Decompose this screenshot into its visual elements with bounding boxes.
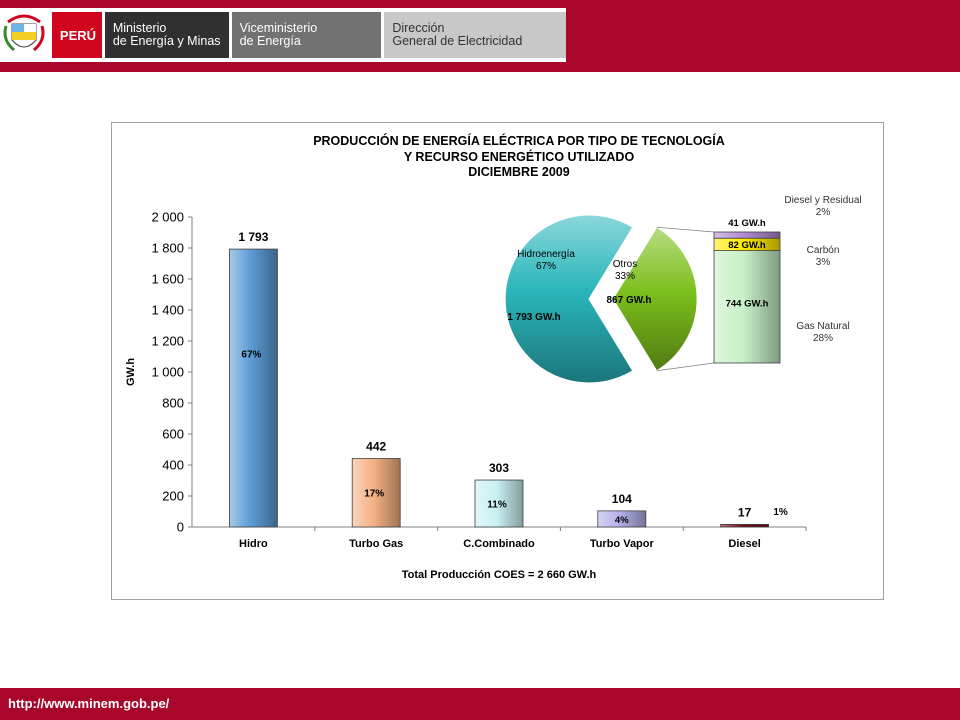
viceministry-box (232, 12, 382, 58)
pie-label-otros-percent: 33% (614, 271, 636, 282)
ministry-logo-strip (0, 8, 566, 62)
stack-value-label: 82 GW.h (728, 239, 766, 251)
footer-url-link[interactable]: http://www.minem.gob.pe/ (8, 696, 170, 711)
chart-period: DICIEMBRE 2009 (468, 165, 570, 179)
y-tick-label: 400 (162, 457, 184, 473)
y-tick-label: 2 000 (151, 209, 184, 225)
bar-percent-label: 17% (364, 488, 385, 500)
bar-percent-label: 1% (773, 507, 788, 518)
stack-percent-label: 2% (815, 207, 831, 218)
y-tick-label: 800 (162, 395, 184, 411)
direction-line1: Dirección (392, 21, 445, 35)
pie-label-hidro-name: Hidroenergía (517, 249, 575, 260)
bar-value-label: 17 (737, 505, 752, 520)
ministry-line2: de Energía y Minas (112, 34, 221, 48)
ministry-box (105, 12, 229, 58)
chart-panel (111, 122, 884, 600)
y-tick-label: 1 800 (151, 240, 184, 256)
pie-label-hidro-value: 1 793 GW.h (507, 312, 561, 323)
coat-of-arms-icon (0, 8, 48, 62)
chart-subtitle: Y RECURSO ENERGÉTICO UTILIZADO (403, 150, 635, 164)
pie-label-otros-value: 867 GW.h (606, 295, 652, 306)
viceministry-line2: de Energía (239, 34, 301, 48)
x-tick-label: Diesel (728, 538, 761, 550)
x-tick-label: C.Combinado (463, 538, 535, 550)
bar-diesel (721, 524, 769, 527)
connector-line-top (657, 227, 714, 232)
y-tick-label: 1 400 (151, 302, 184, 318)
stack-percent-label: 3% (815, 257, 831, 268)
bar-value-label: 442 (366, 439, 387, 454)
stack-value-label: 744 GW.h (725, 298, 769, 310)
x-tick-label: Turbo Vapor (589, 538, 654, 550)
x-tick-label: Hidro (239, 538, 268, 550)
bar-percent-label: 67% (241, 349, 262, 361)
bar-value-label: 303 (488, 461, 510, 476)
y-tick-label: 1 200 (151, 333, 184, 349)
bar-hidro (229, 249, 277, 527)
x-axis-title: Total Producción COES = 2 660 GW.h (401, 569, 597, 581)
bar-percent-label: 4% (614, 514, 629, 526)
y-tick-label: 1 000 (151, 364, 184, 380)
bar-value-label: 104 (611, 491, 632, 506)
y-tick-label: 1 600 (151, 271, 184, 287)
y-tick-label: 200 (162, 488, 184, 504)
y-tick-label: 0 (176, 519, 184, 535)
y-tick-label: 600 (162, 426, 184, 442)
y-axis-title: GW.h (125, 357, 137, 387)
x-tick-label: Turbo Gas (349, 538, 404, 550)
pie-label-otros-name: Otros (612, 259, 638, 270)
peru-label: PERÚ (52, 12, 102, 58)
stack-name-label: Diesel y Residual (784, 195, 862, 206)
stack-name-label: Carbón (806, 245, 840, 256)
bar-value-label: 1 793 (238, 230, 269, 245)
chart-canvas (112, 123, 883, 599)
stack-value-label: 41 GW.h (728, 218, 766, 229)
header-band (0, 0, 960, 72)
direction-box (384, 12, 566, 58)
ministry-line1: Ministerio (112, 21, 167, 35)
viceministry-line1: Viceministerio (239, 21, 318, 35)
pie-label-hidro-percent: 67% (535, 261, 557, 272)
stack-name-label: Gas Natural (796, 321, 850, 332)
stack-segment-diesel-y-residual (714, 232, 780, 238)
footer-band (0, 688, 960, 720)
stack-percent-label: 28% (812, 333, 834, 344)
bar-percent-label: 11% (487, 499, 507, 511)
direction-line2: General de Electricidad (392, 34, 523, 48)
chart-title: PRODUCCIÓN DE ENERGÍA ELÉCTRICA POR TIPO DE TECNOLOGÍA (313, 134, 725, 148)
